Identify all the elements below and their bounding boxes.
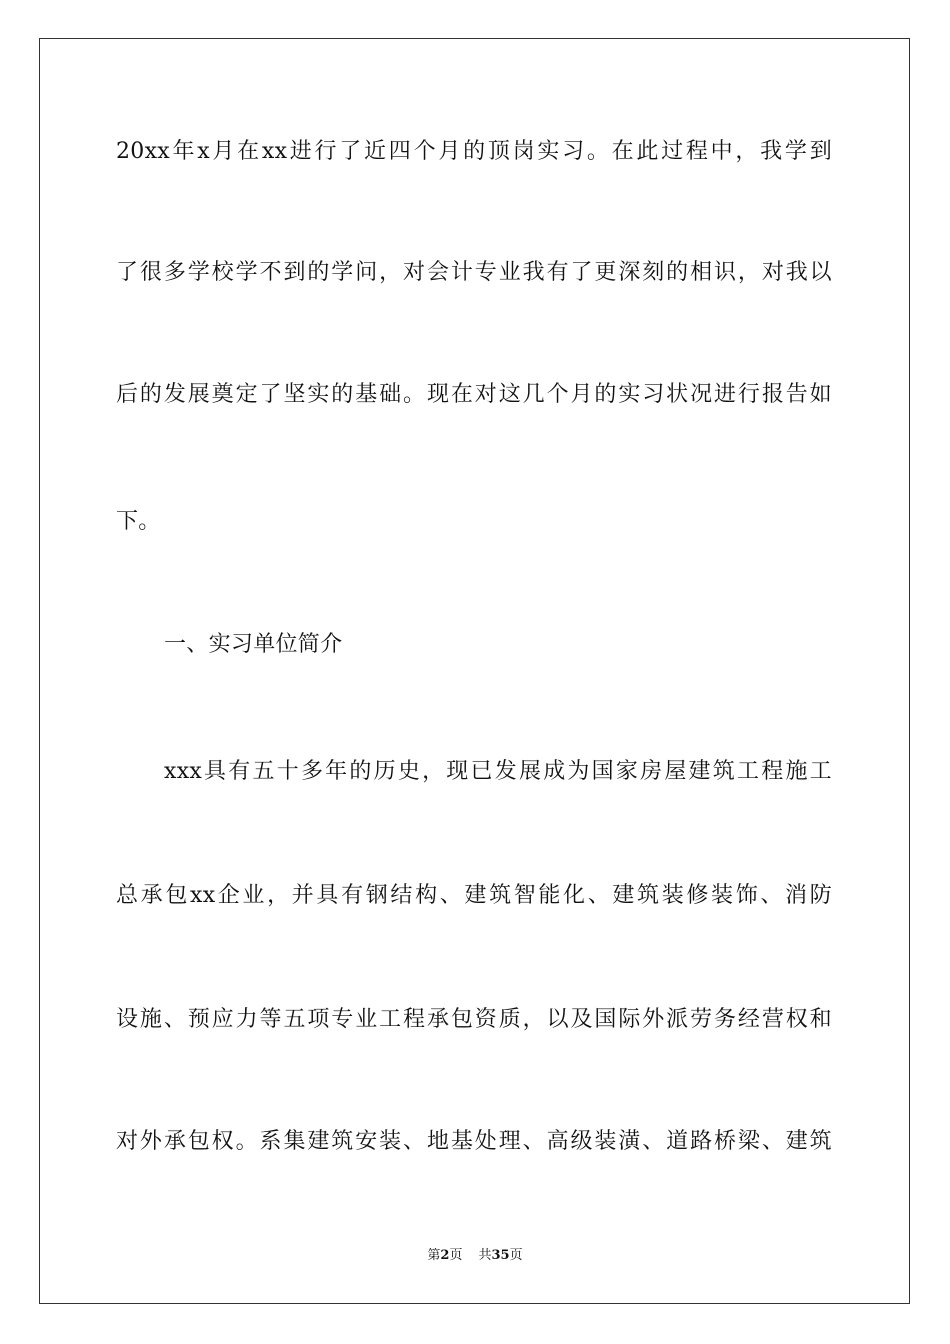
- footer-total-pages: 35: [491, 1248, 510, 1263]
- body-text-line: xxx具有五十多年的历史，现已发展成为国家房屋建筑工程施工: [164, 759, 832, 784]
- footer-page-prefix: 第: [427, 1248, 441, 1263]
- footer-page-suffix: 页: [449, 1248, 463, 1263]
- body-text-line: 后的发展奠定了坚实的基础。现在对这几个月的实习状况进行报告如: [116, 382, 832, 407]
- footer-page-number: 2: [440, 1248, 450, 1263]
- body-text-line: 下。: [116, 509, 161, 534]
- body-text-line: 20xx年x月在xx进行了近四个月的顶岗实习。在此过程中，我学到: [116, 139, 832, 164]
- page-footer: [0, 1247, 950, 1265]
- body-text-line: 总承包xx企业，并具有钢结构、建筑智能化、建筑装修装饰、消防: [116, 883, 832, 908]
- footer-total-suffix: 页: [509, 1248, 523, 1263]
- body-text-line: 设施、预应力等五项专业工程承包资质，以及国际外派劳务经营权和: [116, 1007, 832, 1032]
- footer-total-prefix: 共: [478, 1248, 492, 1263]
- body-text-line: 了很多学校学不到的学问，对会计专业我有了更深刻的相识，对我以: [116, 260, 832, 285]
- section-heading: 一、实习单位简介: [164, 632, 343, 657]
- body-text-line: 对外承包权。系集建筑安装、地基处理、高级装潢、道路桥梁、建筑: [116, 1129, 832, 1154]
- page-border: [39, 38, 910, 1304]
